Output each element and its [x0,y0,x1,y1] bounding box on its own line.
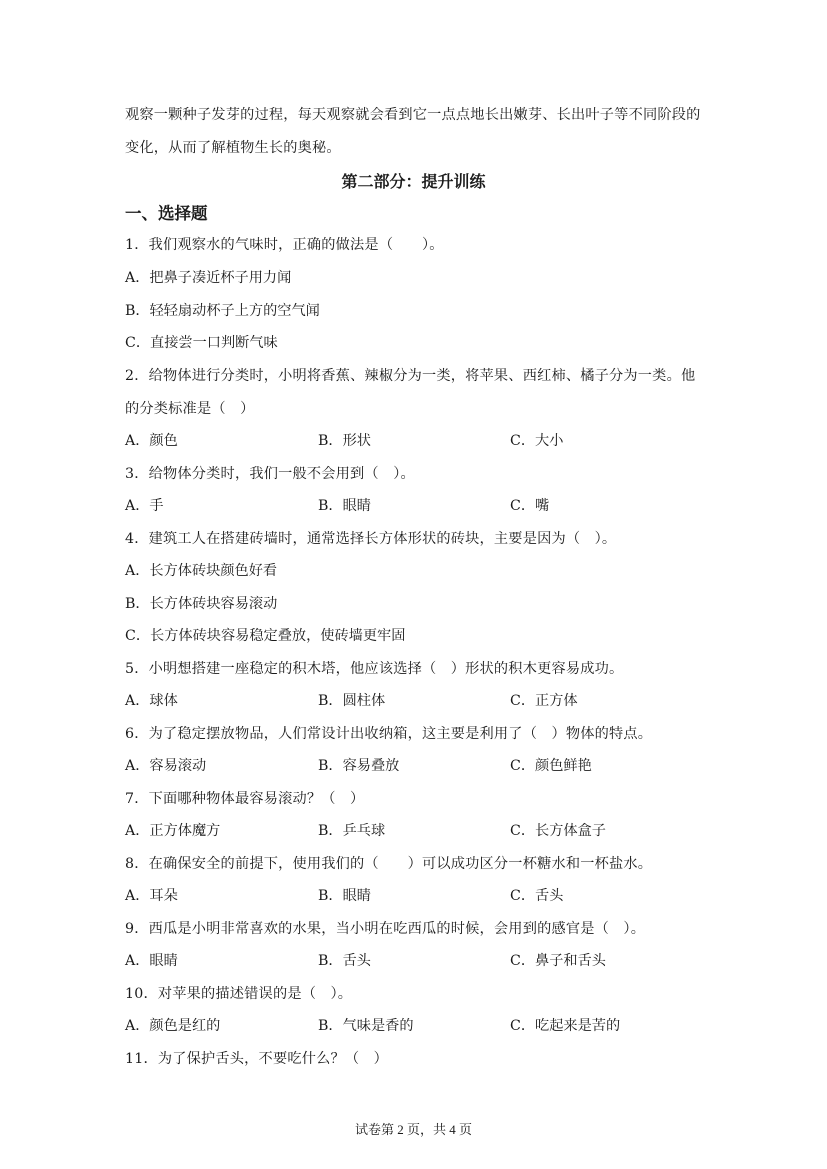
question-8-stem: 8．在确保安全的前提下，使用我们的（ ）可以成功区分一杯糖水和一杯盐水。 [125,856,653,872]
section-heading: 一、选择题 [125,204,208,223]
question-9-option-b: B．舌头 [318,953,371,969]
question-9-option-c: C．鼻子和舌头 [510,953,606,969]
question-4-option-a: A．长方体砖块颜色好看 [125,563,278,579]
question-6-option-c: C．颜色鲜艳 [510,758,592,774]
intro-line-2: 变化，从而了解植物生长的奥秘。 [125,140,341,156]
question-5-option-c: C．正方体 [510,693,578,709]
question-1-option-a: A．把鼻子凑近杯子用力闻 [125,270,292,286]
question-6-stem: 6．为了稳定摆放物品，人们常设计出收纳箱，这主要是利用了（ ）物体的特点。 [125,726,653,742]
question-3-option-a: A．手 [125,498,164,514]
question-1-option-c: C．直接尝一口判断气味 [125,335,278,351]
question-4-stem: 4．建筑工人在搭建砖墙时，通常选择长方体形状的砖块，主要是因为（ ）。 [125,531,617,547]
question-2-option-b: B．形状 [318,433,371,449]
question-4-option-b: B．长方体砖块容易滚动 [125,596,278,612]
question-6-option-b: B．容易叠放 [318,758,400,774]
question-10-stem: 10．对苹果的描述错误的是（ ）。 [125,986,353,1002]
question-10-option-c: C．吃起来是苦的 [510,1018,621,1034]
question-9-option-a: A．眼睛 [125,953,178,969]
question-2-stem-line-1: 2．给物体进行分类时，小明将香蕉、辣椒分为一类，将苹果、西红柿、橘子分为一类。他 [125,368,696,384]
question-3-stem: 3．给物体分类时，我们一般不会用到（ ）。 [125,466,415,482]
question-3-option-c: C．嘴 [510,498,550,514]
question-4-option-c: C．长方体砖块容易稳定叠放，使砖墙更牢固 [125,628,406,644]
page-footer: 试卷第 2 页，共 4 页 [354,1122,472,1137]
question-1-option-b: B．轻轻扇动杯子上方的空气闻 [125,303,320,319]
question-8-option-a: A．耳朵 [125,888,178,904]
section-title: 第二部分：提升训练 [341,172,486,191]
question-7-option-b: B．乒乓球 [318,823,386,839]
question-2-stem-line-2: 的分类标准是（ ） [125,401,255,417]
question-8-option-b: B．眼睛 [318,888,371,904]
question-10-option-b: B．气味是香的 [318,1018,414,1034]
question-1-stem: 1．我们观察水的气味时，正确的做法是（ ）。 [125,237,444,253]
question-5-option-b: B．圆柱体 [318,693,386,709]
question-9-stem: 9．西瓜是小明非常喜欢的水果，当小明在吃西瓜的时候，会用到的感官是（ ）。 [125,921,646,937]
question-7-option-c: C．长方体盒子 [510,823,606,839]
question-2-option-a: A．颜色 [125,433,178,449]
question-8-option-c: C．舌头 [510,888,564,904]
question-2-option-c: C．大小 [510,433,564,449]
question-10-option-a: A．颜色是红的 [125,1018,221,1034]
question-11-stem: 11．为了保护舌头，不要吃什么？（ ） [125,1051,389,1067]
question-6-option-a: A．容易滚动 [125,758,207,774]
question-5-option-a: A．球体 [125,693,178,709]
question-5-stem: 5．小明想搭建一座稳定的积木塔，他应该选择（ ）形状的积木更容易成功。 [125,661,624,677]
question-7-option-a: A．正方体魔方 [125,823,221,839]
question-7-stem: 7．下面哪种物体最容易滚动？（ ） [125,791,365,807]
question-3-option-b: B．眼睛 [318,498,371,514]
intro-line-1: 观察一颗种子发芽的过程，每天观察就会看到它一点点地长出嫩芽、长出叶子等不同阶段的 [125,107,701,123]
